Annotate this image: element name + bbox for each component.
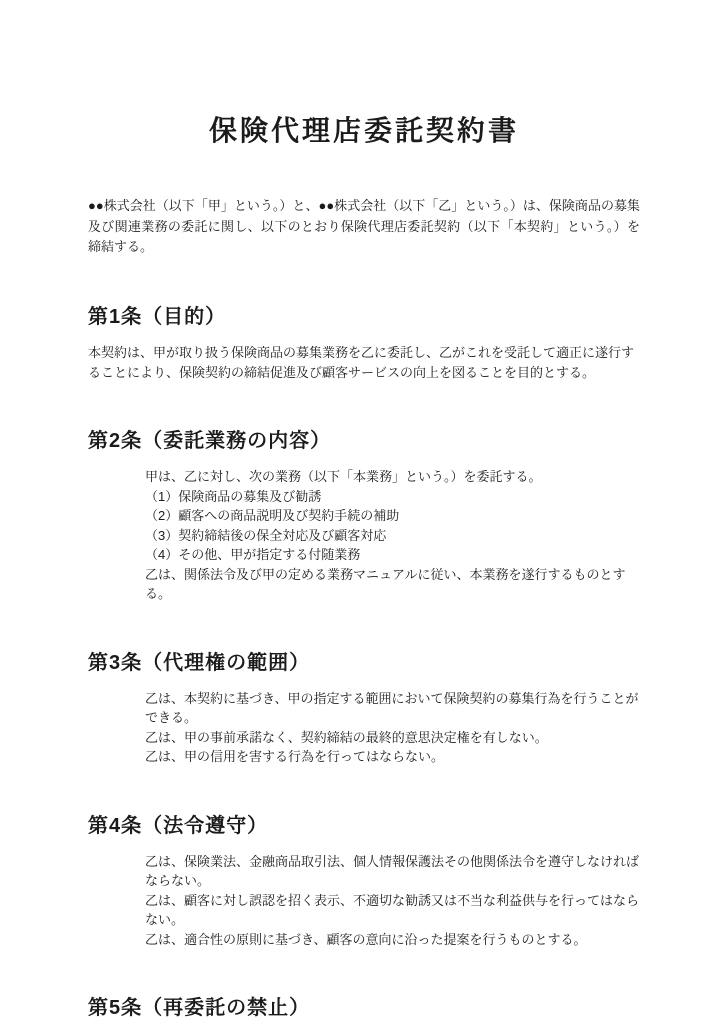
- article-2-line-6: 乙は、関係法令及び甲の定める業務マニュアルに従い、本業務を遂行するものとする。: [145, 566, 626, 602]
- article-3: [88, 650, 640, 767]
- article-5-heading: 第5条（再委託の禁止）: [88, 997, 311, 1020]
- article-2-item-1: （1）保険商品の募集及び勧誘: [145, 488, 322, 504]
- article-2-line-1: 甲は、乙に対し、次の業務（以下「本業務」という。）を委託する。: [145, 469, 542, 485]
- article-2-body: [145, 467, 640, 604]
- article-4-line-1: 乙は、保険業法、金融商品取引法、個人情報保護法その他関係法令を遵守しなければならない。: [145, 853, 640, 889]
- article-3-line-1: 乙は、本契約に基づき、甲の指定する範囲において保険契約の募集行為を行うことができる。: [145, 690, 639, 726]
- article-3-body: [145, 689, 640, 767]
- article-1-body: [88, 343, 640, 382]
- article-4: [88, 813, 640, 950]
- article-4-body: [145, 852, 640, 950]
- article-1: [88, 304, 640, 382]
- article-4-line-2: 乙は、顧客に対し誤認を招く表示、不適切な勧誘又は不当な利益供与を行ってはならない。: [145, 892, 640, 928]
- article-5: [88, 995, 640, 1021]
- article-2: [88, 428, 640, 604]
- intro-paragraph: ●●株式会社（以下「甲」という。）と、●●株式会社（以下「乙」という。）は、保険商品の募集及び関連業務の委託に関し、以下のとおり保険代理店委託契約（以下「本契約」という。）を締結する。: [88, 197, 640, 255]
- article-2-item-2: （2）顧客への商品説明及び契約手続の補助: [145, 508, 400, 524]
- article-3-heading: 第3条（代理権の範囲）: [88, 651, 311, 674]
- article-1-heading: 第1条（目的）: [88, 306, 227, 329]
- article-4-line-3: 乙は、適合性の原則に基づき、顧客の意向に沿った提案を行うものとする。: [145, 931, 587, 947]
- article-3-line-3: 乙は、甲の信用を害する行為を行ってはならない。: [145, 749, 445, 765]
- article-2-heading: 第2条（委託業務の内容）: [88, 430, 332, 453]
- article-4-heading: 第4条（法令遵守）: [88, 814, 269, 837]
- article-1-line-1: 本契約は、甲が取り扱う保険商品の募集業務を乙に委託し、乙がこれを受託して適正に遂行することにより、保険契約の締結促進及び顧客サービスの向上を図ることを目的とする。: [88, 345, 635, 380]
- document-title: 保険代理店委託契約書: [208, 115, 519, 146]
- article-2-item-4: （4）その他、甲が指定する付随業務: [145, 547, 361, 563]
- article-3-line-2: 乙は、甲の事前承諾なく、契約締結の最終的意思決定権を有しない。: [145, 729, 548, 745]
- article-2-item-3: （3）契約締結後の保全対応及び顧客対応: [145, 527, 387, 543]
